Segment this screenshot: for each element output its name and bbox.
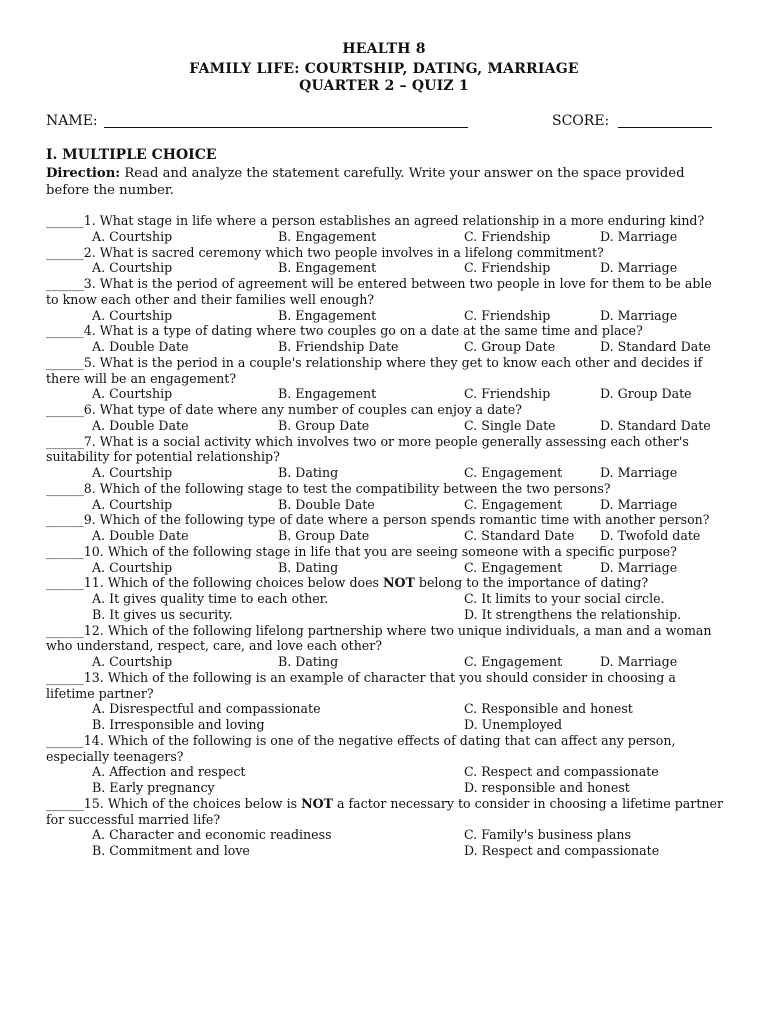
answer-option: C. Standard Date: [464, 528, 575, 543]
answer-option: A. Courtship: [92, 260, 173, 276]
answer-option: C. Friendship: [464, 386, 551, 402]
answer-option: B. Dating: [278, 654, 339, 669]
answer-option: C. Single Date: [464, 417, 556, 433]
answer-option: C. Friendship: [464, 260, 551, 276]
answer-option: B. Engagement: [278, 307, 377, 323]
answer-option: A. Courtship: [92, 465, 173, 480]
question-text: ______11. Which of the following choices below does NOT belong to the importance of dating?: [46, 575, 649, 591]
score-label: SCORE:: [552, 113, 610, 129]
question-text: ______14. Which of the following is one of the negative effects of dating that can affect any person, especially teenagers?: [46, 732, 676, 764]
answer-options-row: [46, 591, 726, 607]
question-text: ______13. Which of the following is an example of character that you should consider in choosing a lifetime partner?: [46, 669, 676, 701]
emphasis-not: NOT: [383, 575, 415, 591]
answer-option: A. Courtship: [92, 559, 173, 575]
answer-option: B. Dating: [278, 465, 339, 480]
question-item: [46, 245, 726, 277]
question-item: [46, 276, 726, 323]
answer-option: D. Group Date: [600, 386, 692, 402]
question-item: [46, 213, 726, 245]
question-text: ______9. Which of the following type of date where a person spends romantic time with another person?: [46, 512, 710, 528]
question-text: ______15. Which of the choices below is NOT a factor necessary to consider in choosing a lifetime partner for successful married life?: [46, 795, 723, 827]
question-item: [46, 434, 726, 481]
question-item: [46, 355, 726, 402]
answer-options-row: [46, 497, 726, 513]
answer-option: D. Marriage: [600, 654, 678, 669]
answer-option: C. Friendship: [464, 228, 551, 244]
direction-text: Read and analyze the statement carefully. Write your answer on the space provided before the number.: [46, 166, 685, 198]
question-text: ______10. Which of the following stage in life that you are seeing someone with a specific purpose?: [46, 543, 677, 559]
question-item: [46, 323, 726, 355]
document-topic: FAMILY LIFE: COURTSHIP, DATING, MARRIAGE: [189, 61, 579, 77]
answer-option: A. Double Date: [92, 417, 189, 433]
answer-option: C. Responsible and honest: [464, 701, 633, 717]
answer-options-row: [46, 843, 726, 859]
answer-option: A. Courtship: [92, 307, 173, 323]
question-text: ______2. What is sacred ceremony which two people involves in a lifelong commitment?: [46, 244, 604, 260]
answer-options-row: [46, 717, 726, 733]
question-item: [46, 512, 726, 544]
answer-option: B. Early pregnancy: [92, 780, 215, 795]
section-title: I. MULTIPLE CHOICE: [46, 147, 217, 163]
answer-options-row: [46, 607, 726, 623]
question-item: [46, 670, 726, 733]
answer-option: A. It gives quality time to each other.: [92, 591, 329, 606]
answer-option: C. Friendship: [464, 307, 551, 323]
answer-option: A. Double Date: [92, 528, 189, 543]
answer-option: D. It strengthens the relationship.: [464, 606, 682, 622]
question-text: ______7. What is a social activity which involves two or more people generally assessing each other's suitability for potential relationship?: [46, 433, 689, 465]
answer-options-row: [46, 308, 726, 324]
answer-option: D. Marriage: [600, 496, 678, 512]
answer-option: D. Unemployed: [464, 717, 563, 732]
answer-options-row: [46, 780, 726, 796]
name-blank-line: [104, 127, 468, 128]
question-item: [46, 796, 726, 859]
answer-option: B. Engagement: [278, 228, 377, 244]
answer-option: B. It gives us security.: [92, 606, 233, 622]
answer-option: A. Affection and respect: [92, 764, 246, 780]
emphasis-not: NOT: [301, 795, 333, 811]
answer-options-row: [46, 701, 726, 717]
answer-option: D. Standard Date: [600, 417, 711, 433]
question-text: ______8. Which of the following stage to test the compatibility between the two persons?: [46, 480, 611, 496]
answer-option: B. Dating: [278, 559, 339, 575]
answer-option: D. Twofold date: [600, 528, 701, 543]
answer-option: C. Engagement: [464, 465, 563, 480]
answer-options-row: [46, 465, 726, 481]
answer-options-row: [46, 260, 726, 276]
answer-options-row: [46, 654, 726, 670]
answer-options-row: [46, 339, 726, 355]
quiz-title: QUARTER 2 – QUIZ 1: [299, 78, 469, 94]
answer-option: D. Marriage: [600, 559, 678, 575]
answer-option: D. Marriage: [600, 260, 678, 276]
answer-option: D. Marriage: [600, 228, 678, 244]
question-text: ______4. What is a type of dating where two couples go on a date at the same time and place?: [46, 323, 643, 339]
answer-option: A. Double Date: [92, 339, 189, 354]
answer-option: B. Group Date: [278, 528, 370, 543]
question-list: [46, 213, 726, 859]
answer-option: C. Engagement: [464, 654, 563, 669]
answer-options-row: [46, 418, 726, 434]
question-item: [46, 544, 726, 576]
answer-option: D. Marriage: [600, 465, 678, 480]
question-text: ______3. What is the period of agreement will be entered between two people in love for them to be able to know each other and their families well enough?: [46, 276, 712, 307]
answer-option: D. Marriage: [600, 307, 678, 323]
direction-paragraph: [46, 165, 726, 199]
question-text: ______12. Which of the following lifelong partnership where two unique individuals, a man and a woman who understand, respect, care, and love each other?: [46, 622, 712, 654]
answer-option: B. Friendship Date: [278, 339, 399, 354]
answer-option: B. Double Date: [278, 496, 375, 512]
answer-option: A. Courtship: [92, 654, 173, 669]
answer-option: D. Standard Date: [600, 339, 711, 354]
question-text: ______5. What is the period in a couple's relationship where they get to know each other and decides if there will be an engagement?: [46, 354, 703, 386]
answer-option: C. Group Date: [464, 339, 556, 354]
question-item: [46, 623, 726, 670]
question-text: ______6. What type of date where any number of couples can enjoy a date?: [46, 402, 522, 417]
question-item: [46, 481, 726, 513]
answer-option: A. Courtship: [92, 496, 173, 512]
answer-option: C. Engagement: [464, 496, 563, 512]
question-item: [46, 575, 726, 622]
answer-option: A. Courtship: [92, 228, 173, 244]
answer-options-row: [46, 229, 726, 245]
question-item: [46, 733, 726, 796]
answer-option: B. Commitment and love: [92, 843, 250, 858]
answer-options-row: [46, 827, 726, 843]
answer-options-row: [46, 560, 726, 576]
answer-options-row: [46, 386, 726, 402]
answer-options-row: [46, 764, 726, 780]
question-text: ______1. What stage in life where a person establishes an agreed relationship in a more enduring kind?: [46, 213, 705, 228]
answer-option: B. Engagement: [278, 386, 377, 402]
document-subject: HEALTH 8: [342, 41, 426, 57]
answer-option: A. Courtship: [92, 386, 173, 402]
answer-option: C. Respect and compassionate: [464, 764, 659, 780]
answer-option: A. Character and economic readiness: [92, 827, 332, 843]
answer-option: B. Group Date: [278, 417, 370, 433]
answer-option: D. responsible and honest: [464, 780, 630, 795]
name-label: NAME:: [46, 113, 98, 129]
answer-option: C. Engagement: [464, 559, 563, 575]
answer-option: B. Irresponsible and loving: [92, 717, 265, 732]
score-blank-line: [618, 127, 712, 128]
answer-option: C. Family's business plans: [464, 827, 631, 843]
answer-option: D. Respect and compassionate: [464, 843, 660, 858]
answer-option: C. It limits to your social circle.: [464, 591, 665, 606]
answer-options-row: [46, 528, 726, 544]
answer-option: B. Engagement: [278, 260, 377, 276]
direction-label: Direction:: [46, 166, 121, 181]
question-item: [46, 402, 726, 434]
answer-option: A. Disrespectful and compassionate: [92, 701, 321, 717]
